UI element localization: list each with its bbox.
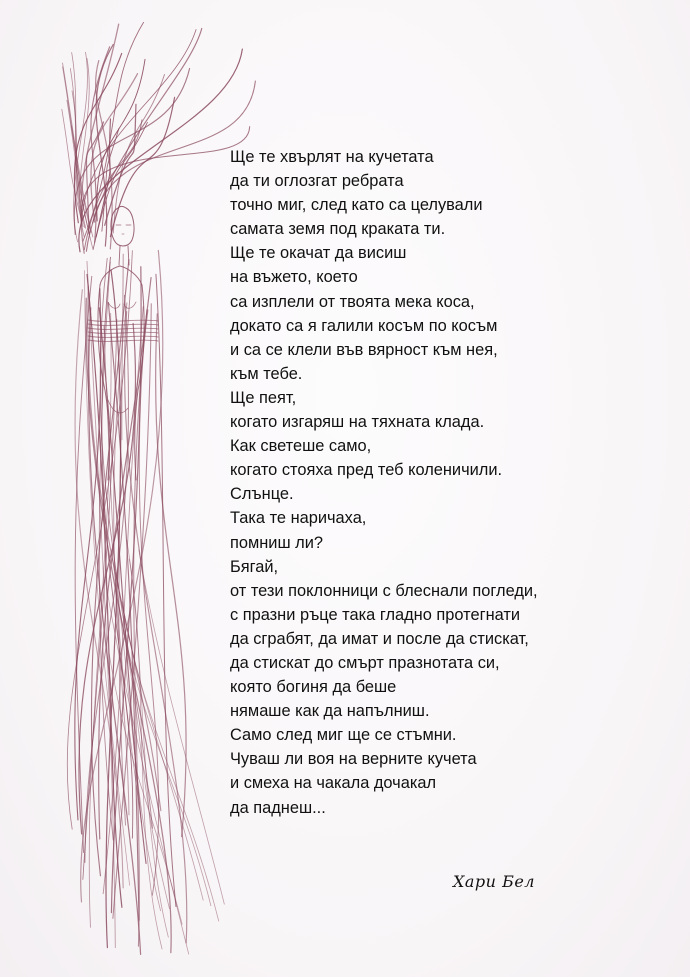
poem-line: да сграбят, да имат и после да стискат,	[230, 629, 529, 648]
poem-line: Така те наричаха,	[230, 509, 367, 528]
poem-line: са изплели от твоята мека коса,	[230, 292, 475, 311]
poem-text	[230, 145, 670, 820]
poem-line: и смеха на чакала дочакал	[230, 774, 437, 793]
poem-line: която богиня да беше	[230, 678, 397, 697]
poem-line: Бягай,	[230, 557, 279, 576]
poem-line: когато изгаряш на тяхната клада.	[230, 413, 485, 432]
poem-line: на въжето, което	[230, 268, 358, 287]
poem-line: Слънце.	[230, 485, 294, 504]
poem-line: с празни ръце така гладно протегнати	[230, 605, 521, 624]
poem-line: Ще пеят,	[230, 388, 297, 407]
woman-with-long-hair-sketch-icon	[30, 20, 260, 977]
poem-line: към тебе.	[230, 364, 303, 383]
poem-line: да стискат до смърт празнотата си,	[230, 653, 500, 672]
author-signature: Хари Бел	[453, 872, 535, 891]
poem-line: Само след миг ще се стъмни.	[230, 726, 457, 745]
poem-line: и са се клели във вярност към нея,	[230, 340, 498, 359]
poem-line: от тези поклонници с блеснали погледи,	[230, 581, 538, 600]
poem-line: Чуваш ли воя на верните кучета	[230, 750, 477, 769]
poem-line: да паднеш...	[230, 798, 326, 817]
poem-line: Как светеше само,	[230, 437, 372, 456]
poem-line: самата земя под краката ти.	[230, 220, 446, 239]
poem-line: Ще те хвърлят на кучетата	[230, 148, 434, 166]
poem-line: когато стояха пред теб коленичили.	[230, 461, 503, 480]
poem-line: нямаше как да напълниш.	[230, 702, 430, 721]
poem-line: Ще те окачат да висиш	[230, 244, 407, 263]
poem-line: помниш ли?	[230, 533, 324, 552]
poem-line: докато са я галили косъм по косъм	[230, 316, 498, 335]
poem-line: да ти оглозгат ребрата	[230, 172, 404, 191]
poem-line: точно миг, след като са целували	[230, 196, 483, 215]
